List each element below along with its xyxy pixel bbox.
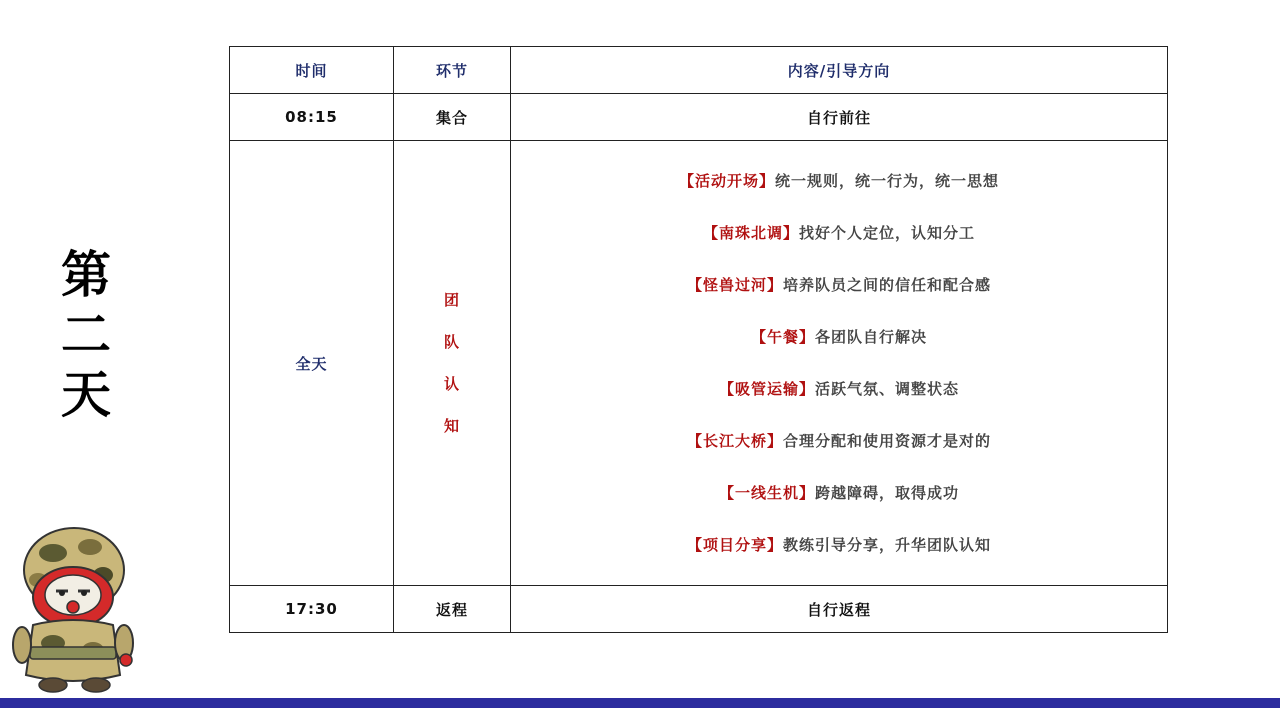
item-text: 教练引导分享，升华团队认知 xyxy=(783,536,992,554)
day-label-char: 第 xyxy=(61,246,111,304)
schedule-table xyxy=(229,46,1168,633)
day-label-char: 天 xyxy=(61,366,111,424)
cell-time: 17:30 xyxy=(230,586,394,633)
table-row-main xyxy=(230,141,1168,586)
segment-char: 认 xyxy=(443,375,460,393)
item-text: 培养队员之间的信任和配合感 xyxy=(783,276,992,294)
bottom-bar xyxy=(0,698,1280,708)
item-text: 活跃气氛、调整状态 xyxy=(815,380,960,398)
item-tag: 【南珠北调】 xyxy=(702,224,799,242)
list-item xyxy=(511,259,1167,311)
cell-content: 自行返程 xyxy=(511,586,1168,633)
item-text: 统一规则，统一行为，统一思想 xyxy=(775,172,1000,190)
cell-segment: 返程 xyxy=(394,586,511,633)
item-tag: 【吸管运输】 xyxy=(718,380,815,398)
table-row xyxy=(230,586,1168,633)
cell-time: 全天 xyxy=(230,141,394,586)
list-item xyxy=(511,155,1167,207)
list-item xyxy=(511,519,1167,571)
table-row xyxy=(230,94,1168,141)
item-text: 找好个人定位，认知分工 xyxy=(799,224,976,242)
item-tag: 【午餐】 xyxy=(750,328,815,346)
cell-time: 08:15 xyxy=(230,94,394,141)
list-item xyxy=(511,415,1167,467)
day-label xyxy=(56,245,116,425)
list-item xyxy=(511,311,1167,363)
cell-segment: 集合 xyxy=(394,94,511,141)
item-tag: 【长江大桥】 xyxy=(686,432,783,450)
item-text: 各团队自行解决 xyxy=(815,328,928,346)
cell-segment xyxy=(394,141,511,586)
item-text: 合理分配和使用资源才是对的 xyxy=(783,432,992,450)
list-item xyxy=(511,467,1167,519)
cell-content-list xyxy=(511,141,1168,586)
header-time: 时间 xyxy=(230,47,394,94)
list-item xyxy=(511,207,1167,259)
cell-content: 自行前往 xyxy=(511,94,1168,141)
segment-vertical-text xyxy=(394,279,510,447)
header-content: 内容/引导方向 xyxy=(511,47,1168,94)
list-item xyxy=(511,363,1167,415)
item-tag: 【怪兽过河】 xyxy=(686,276,783,294)
header-segment: 环节 xyxy=(394,47,511,94)
day-label-char: 二 xyxy=(61,306,111,364)
item-tag: 【项目分享】 xyxy=(686,536,783,554)
item-tag: 【一线生机】 xyxy=(718,484,815,502)
segment-char: 团 xyxy=(443,291,460,309)
item-text: 跨越障碍，取得成功 xyxy=(815,484,960,502)
table-header-row xyxy=(230,47,1168,94)
segment-char: 队 xyxy=(443,333,460,351)
camouflage-mascot-icon xyxy=(8,525,138,695)
item-tag: 【活动开场】 xyxy=(678,172,775,190)
segment-char: 知 xyxy=(443,417,460,435)
